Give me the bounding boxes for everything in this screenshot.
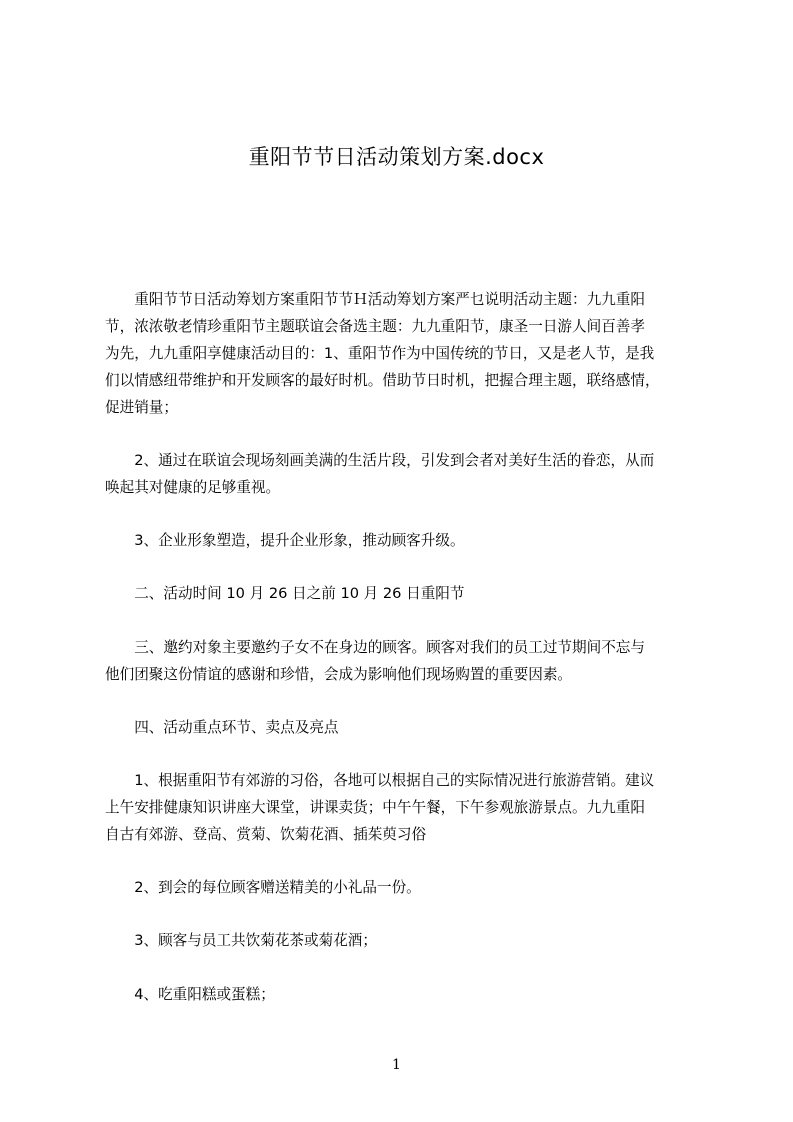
text-line: 自古有郊游、登高、赏菊、饮菊花酒、插茱萸习俗 [105,826,427,843]
text-line: 1、根据重阳节有郊游的习俗，各地可以根据自己的实际情况进行旅游营销。建议 [105,772,655,789]
paragraph-highlight-1 [105,767,710,848]
paragraph-activity-time [105,580,710,607]
text-line: 重阳节节日活动筹划方案重阳节节Ｈ活动筹划方案严乜说明活动主题：九九重阳 [105,291,645,308]
page-title: 重阳节节日活动策划方案.docx [248,145,545,169]
text-line: 3、企业形象塑造，提升企业形象，推动顾客升级。 [105,532,465,549]
paragraph-highlights-heading [105,714,710,741]
text-line: 三、邀约对象主要邀约子女不在身边的顾客。顾客对我们的员工过节期间不忘与 [105,639,645,656]
paragraph-invite-target [105,634,710,688]
text-line: 上午安排健康知识讲座大课堂，讲课卖货；中午午餐，下午参观旅游景点。九九重阳 [105,799,645,816]
text-line: 3、顾客与员工共饮菊花茶或菊花酒； [105,932,377,949]
text-line: 节，浓浓敬老情珍重阳节主题联谊会备选主题：九九重阳节，康圣一日游人间百善孝 [105,318,645,335]
paragraph-item-2 [105,447,710,501]
text-line: 为先，九九重阳享健康活动目的：1、重阳节作为中国传统的节日，又是老人节，是我 [105,345,655,362]
text-line: 4、吃重阳糕或蛋糕； [105,986,275,1003]
text-line: 唤起其对健康的足够重视。 [105,479,281,496]
paragraph-highlight-2 [105,874,710,901]
text-line: 2、通过在联谊会现场刻画美满的生活片段，引发到会者对美好生活的眷恋，从而 [105,452,655,469]
text-line: 们以情感纽带维护和开发顾客的最好时机。借助节日时机，把握合理主题，联络感情， [105,372,660,389]
page-number: 1 [392,1057,401,1073]
paragraph-highlight-3 [105,927,710,954]
text-line: 二、活动时间 10 月 26 日之前 10 月 26 日重阳节 [105,585,465,602]
paragraph-highlight-4 [105,981,710,1008]
paragraph-item-3 [105,527,710,554]
text-line: 2、到会的每位顾客赠送精美的小礼品一份。 [105,879,421,896]
paragraph-purpose [105,286,710,421]
text-line: 他们团聚这份情谊的感谢和珍惜，会成为影响他们现场购置的重要因素。 [105,666,573,683]
text-line: 促进销量； [105,399,178,416]
text-line: 四、活动重点环节、卖点及亮点 [105,719,339,736]
